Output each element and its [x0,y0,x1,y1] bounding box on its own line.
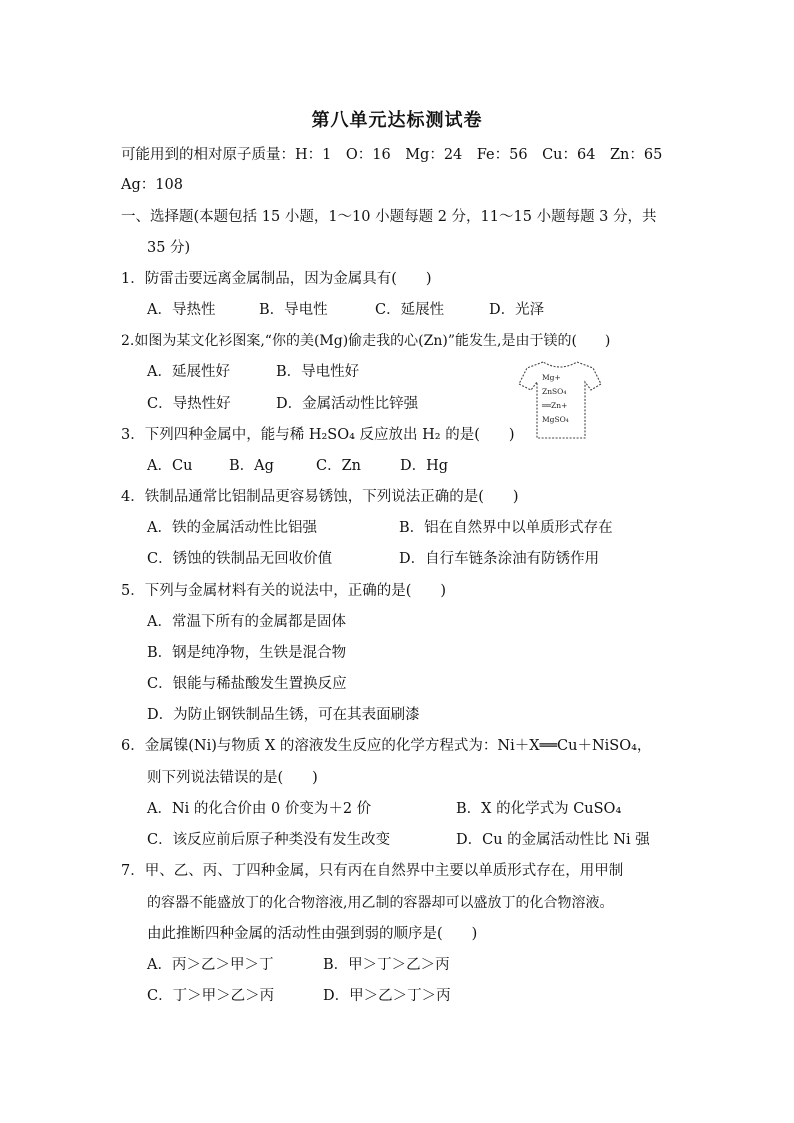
question-5-option-b[interactable]: B．钢是纯净物，生铁是混合物 [147,645,347,661]
question-4-option-a[interactable]: A．铁的金属活动性比铝强 [147,520,317,536]
question-3-option-c[interactable]: C．Zn [316,458,362,474]
question-5-stem: 5．下列与金属材料有关的说法中，正确的是( ) [121,583,447,599]
question-1-option-b[interactable]: B．导电性 [259,302,328,318]
question-1-option-c[interactable]: C．延展性 [375,302,445,318]
question-2-option-b[interactable]: B．导电性好 [276,364,360,380]
atomic-mass-line-2: Ag：108 [121,177,183,193]
question-6-stem-cont: 则下列说法错误的是( ) [147,770,318,786]
question-7-option-d[interactable]: D．甲＞乙＞丁＞丙 [323,988,451,1004]
question-5-option-a[interactable]: A．常温下所有的金属都是固体 [147,614,346,630]
question-2-option-a[interactable]: A．延展性好 [147,364,230,380]
question-4-option-b[interactable]: B．铝在自然界中以单质形式存在 [399,520,613,536]
question-4-option-c[interactable]: C．锈蚀的铁制品无回收价值 [147,551,333,567]
question-6-option-c[interactable]: C．该反应前后原子种类没有发生改变 [147,832,391,848]
question-4-option-d[interactable]: D．自行车链条涂油有防锈作用 [399,551,600,567]
question-3-option-a[interactable]: A．Cu [147,458,193,474]
question-6-stem: 6．金属镍(Ni)与物质 X 的溶液发生反应的化学方程式为：Ni＋X══Cu＋NiSO₄， [121,738,652,754]
question-4-stem: 4．铁制品通常比铝制品更容易锈蚀，下列说法正确的是( ) [121,489,519,505]
question-6-option-b[interactable]: B．X 的化学式为 CuSO₄ [456,801,622,817]
shirt-text-line-4: MgSO₄ [542,415,569,424]
question-3-option-b[interactable]: B．Ag [229,458,274,474]
page-title: 第八单元达标测试卷 [311,110,483,131]
shirt-text-line-1: Mg+ [542,373,561,382]
question-2-stem: 2.如图为某文化衫图案,“你的美(Mg)偷走我的心(Zn)”能发生,是由于镁的( ) [121,333,611,349]
question-7-option-c[interactable]: C．丁＞甲＞乙＞丙 [147,988,275,1004]
question-6-option-a[interactable]: A．Ni 的化合价由 0 价变为＋2 价 [147,801,372,817]
question-1-stem: 1．防雷击要远离金属制品，因为金属具有( ) [121,271,432,287]
shirt-text-line-3: ══Zn+ [542,401,568,410]
question-2-option-c[interactable]: C．导热性好 [147,396,231,412]
question-3-stem: 3．下列四种金属中，能与稀 H₂SO₄ 反应放出 H₂ 的是( ) [121,427,515,443]
shirt-text-line-2: ZnSO₄ [542,387,567,396]
question-1-option-a[interactable]: A．导热性 [147,302,216,318]
section-heading-cont: 35 分) [147,240,191,256]
question-6-option-d[interactable]: D．Cu 的金属活动性比 Ni 强 [456,832,650,848]
question-7-stem: 7．甲、乙、丙、丁四种金属，只有丙在自然界中主要以单质形式存在，用甲制 [121,863,624,879]
atomic-mass-line-1: 可能用到的相对原子质量：H：1 O：16 Mg：24 Fe：56 Cu：64 Zn：65 [121,147,663,163]
question-5-option-d[interactable]: D．为防止钢铁制品生锈，可在其表面刷漆 [147,707,420,723]
section-heading: 一、选择题(本题包括 15 小题，1～10 小题每题 2 分，11～15 小题每题 3 分，共 [121,209,657,225]
question-5-option-c[interactable]: C．银能与稀盐酸发生置换反应 [147,676,347,692]
question-2-option-d[interactable]: D．金属活动性比锌强 [276,396,419,412]
question-3-option-d[interactable]: D．Hg [400,458,449,474]
question-7-option-a[interactable]: A．丙＞乙＞甲＞丁 [147,957,274,973]
question-7-stem-cont-2: 由此推断四种金属的活动性由强到弱的顺序是( ) [147,926,478,942]
t-shirt-icon [517,358,603,442]
question-7-option-b[interactable]: B．甲＞丁＞乙＞丙 [323,957,450,973]
question-7-stem-cont-1: 的容器不能盛放丁的化合物溶液,用乙制的容器却可以盛放丁的化合物溶液。 [147,895,614,911]
question-1-option-d[interactable]: D．光泽 [489,302,545,318]
